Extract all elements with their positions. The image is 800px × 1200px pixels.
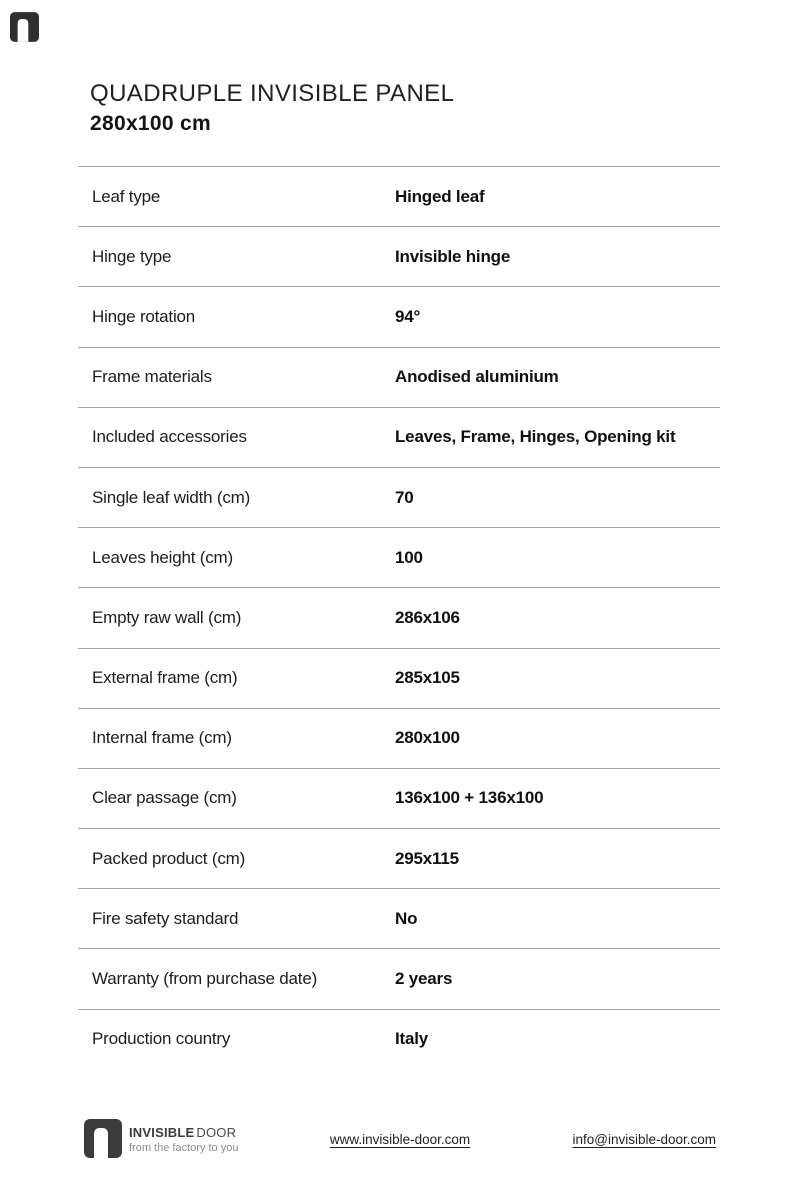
spec-label: Leaves height (cm) [92, 547, 233, 567]
footer [0, 1118, 800, 1164]
spec-value: 295x115 [395, 848, 459, 868]
table-row [78, 166, 720, 226]
spec-value: 94° [395, 306, 421, 326]
spec-value: 286x106 [395, 607, 460, 627]
spec-label: Single leaf width (cm) [92, 487, 251, 507]
spec-label: Packed product (cm) [92, 848, 246, 868]
table-row [78, 467, 720, 527]
table-row [78, 708, 720, 768]
spec-value: Anodised aluminium [395, 367, 559, 387]
table-row [78, 286, 720, 346]
spec-value: Italy [395, 1029, 429, 1049]
spec-value: 70 [395, 487, 414, 507]
table-row [78, 948, 720, 1008]
spec-label: Hinge type [92, 246, 172, 266]
page-title: QUADRUPLE INVISIBLE PANEL [90, 80, 455, 107]
spec-label: Leaf type [92, 186, 161, 206]
page-subtitle: 280x100 cm [90, 111, 211, 135]
spec-value: Leaves, Frame, Hinges, Opening kit [395, 427, 676, 447]
header [90, 80, 454, 136]
spec-value: Hinged leaf [395, 186, 485, 206]
table-row [78, 587, 720, 647]
spec-value: No [395, 908, 418, 928]
table-row [78, 226, 720, 286]
table-row [78, 527, 720, 587]
spec-label: Included accessories [92, 427, 247, 447]
table-row [78, 888, 720, 948]
corner-door-logo-icon [10, 10, 39, 44]
table-row [78, 648, 720, 708]
spec-table [78, 166, 720, 1069]
spec-value: 136x100 + 136x100 [395, 788, 544, 808]
spec-label: External frame (cm) [92, 668, 238, 688]
spec-value: Invisible hinge [395, 246, 511, 266]
spec-label: Production country [92, 1029, 231, 1049]
email-link[interactable]: info@invisible-door.com [572, 1132, 716, 1147]
spec-label: Hinge rotation [92, 306, 196, 326]
spec-label: Warranty (from purchase date) [92, 969, 318, 989]
spec-label: Fire safety standard [92, 908, 239, 928]
table-row [78, 768, 720, 828]
table-row [78, 407, 720, 467]
spec-label: Clear passage (cm) [92, 788, 237, 808]
spec-value: 285x105 [395, 668, 460, 688]
brand-tagline: from the factory to you [129, 1142, 239, 1155]
table-row [78, 1009, 720, 1069]
spec-label: Internal frame (cm) [92, 728, 232, 748]
spec-value: 100 [395, 547, 423, 567]
table-row [78, 347, 720, 407]
table-row [78, 828, 720, 888]
brand-name-secondary: DOOR [196, 1125, 237, 1140]
spec-value: 280x100 [395, 728, 460, 748]
spec-label: Frame materials [92, 367, 212, 387]
spec-value: 2 years [395, 969, 453, 989]
website-link[interactable]: www.invisible-door.com [329, 1132, 471, 1147]
spec-label: Empty raw wall (cm) [92, 607, 242, 627]
brand-name-primary: INVISIBLE [129, 1125, 195, 1140]
